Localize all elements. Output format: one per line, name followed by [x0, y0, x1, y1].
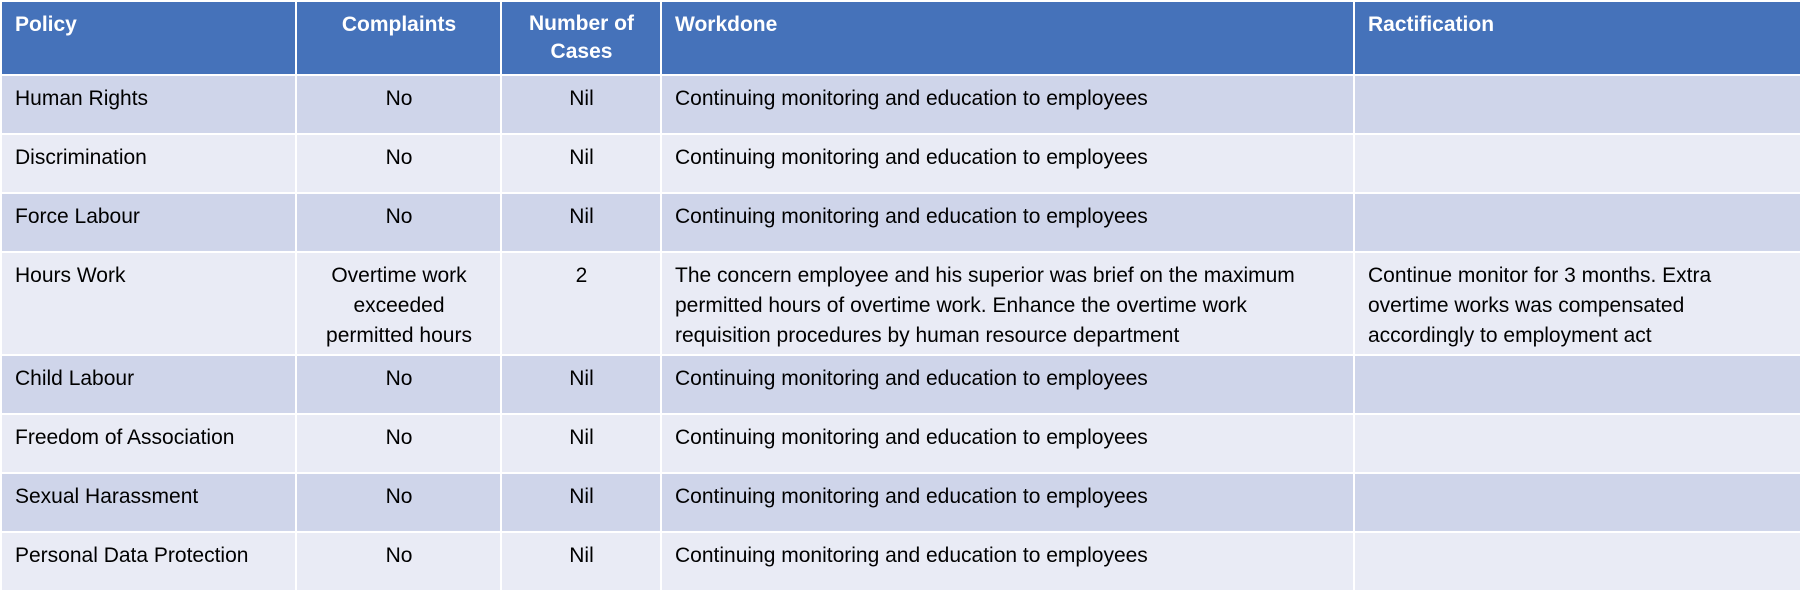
cell-workdone: Continuing monitoring and education to employees [661, 414, 1354, 473]
cell-complaints: No [296, 414, 501, 473]
cell-workdone: Continuing monitoring and education to employees [661, 532, 1354, 591]
table-row [1, 355, 1800, 414]
table-row [1, 473, 1800, 532]
header-row [1, 1, 1800, 75]
cell-cases: Nil [501, 532, 661, 591]
table-row [1, 414, 1800, 473]
cell-policy: Hours Work [1, 252, 296, 355]
cell-complaints: No [296, 473, 501, 532]
cell-policy: Child Labour [1, 355, 296, 414]
table-row [1, 252, 1800, 355]
cell-workdone: Continuing monitoring and education to employees [661, 193, 1354, 252]
table-row [1, 193, 1800, 252]
cell-ratification [1354, 414, 1800, 473]
table-body [1, 75, 1800, 591]
cell-complaints: No [296, 193, 501, 252]
cell-policy: Freedom of Association [1, 414, 296, 473]
cell-workdone: Continuing monitoring and education to employees [661, 473, 1354, 532]
cell-policy: Personal Data Protection [1, 532, 296, 591]
cell-policy: Human Rights [1, 75, 296, 134]
cell-cases: Nil [501, 134, 661, 193]
header-complaints: Complaints [296, 1, 501, 75]
cell-workdone: Continuing monitoring and education to employees [661, 134, 1354, 193]
header-number-of-cases-line1: Number of [529, 12, 634, 35]
cell-ratification [1354, 134, 1800, 193]
cell-workdone: Continuing monitoring and education to employees [661, 75, 1354, 134]
header-policy: Policy [1, 1, 296, 75]
cell-ratification [1354, 532, 1800, 591]
cell-cases: Nil [501, 414, 661, 473]
cell-cases: 2 [501, 252, 661, 355]
cell-policy: Sexual Harassment [1, 473, 296, 532]
cell-workdone: The concern employee and his superior was brief on the maximum permitted hours of overtime work. Enhance the overtime work requisition procedures by human resource department [661, 252, 1354, 355]
cell-complaints: No [296, 532, 501, 591]
cell-ratification [1354, 473, 1800, 532]
table-row [1, 134, 1800, 193]
cell-complaints: No [296, 134, 501, 193]
cell-complaints: No [296, 75, 501, 134]
cell-cases: Nil [501, 355, 661, 414]
cell-policy: Discrimination [1, 134, 296, 193]
cell-cases: Nil [501, 75, 661, 134]
header-number-of-cases-line2: Cases [550, 40, 613, 63]
cell-policy: Force Labour [1, 193, 296, 252]
cell-complaints: Overtime work exceeded permitted hours [296, 252, 501, 355]
table-row [1, 75, 1800, 134]
header-ratification: Ractification [1354, 1, 1800, 75]
cell-ratification [1354, 193, 1800, 252]
cell-cases: Nil [501, 193, 661, 252]
cell-workdone: Continuing monitoring and education to employees [661, 355, 1354, 414]
cell-ratification [1354, 355, 1800, 414]
cell-cases: Nil [501, 473, 661, 532]
header-number-of-cases [501, 1, 661, 75]
table-header [1, 1, 1800, 75]
cell-ratification: Continue monitor for 3 months. Extra overtime works was compensated accordingly to employment act [1354, 252, 1800, 355]
cell-complaints: No [296, 355, 501, 414]
table-row [1, 532, 1800, 591]
header-workdone: Workdone [661, 1, 1354, 75]
cell-ratification [1354, 75, 1800, 134]
